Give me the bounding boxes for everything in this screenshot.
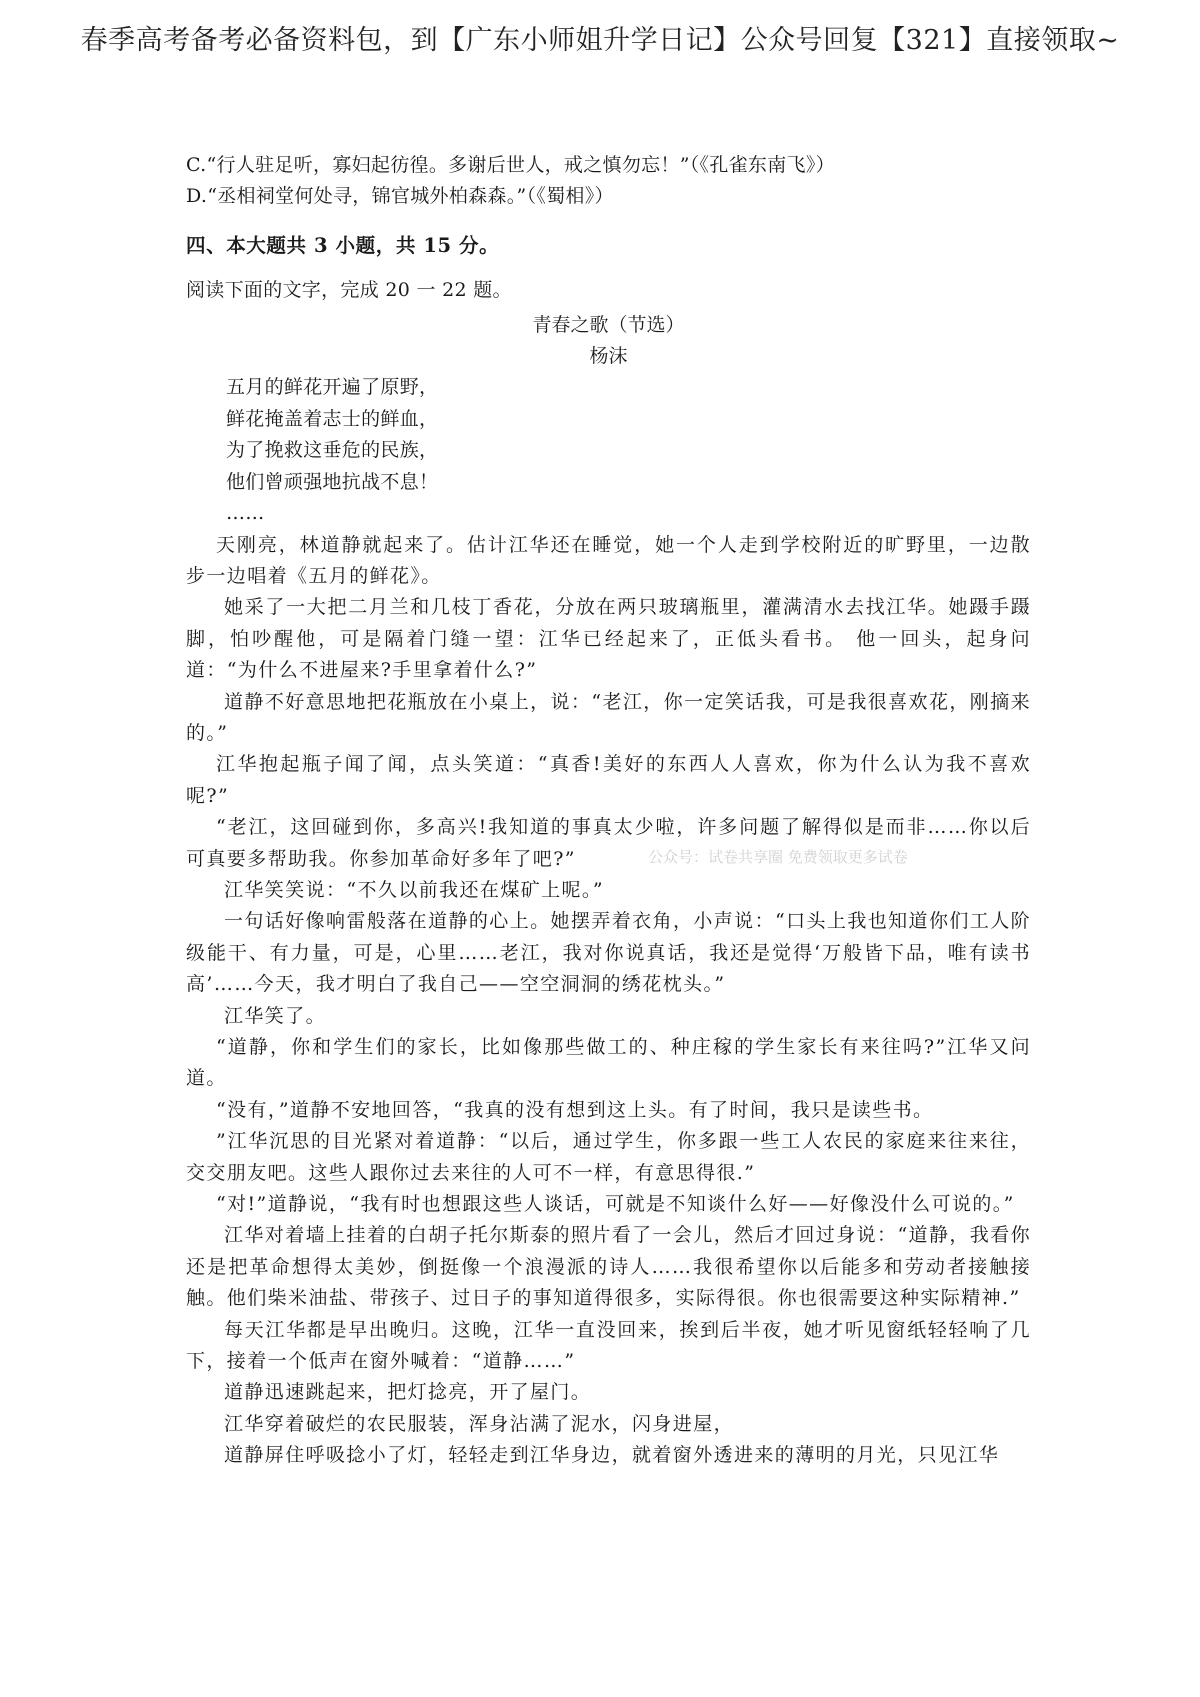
passage-paragraph: 江华穿着破烂的农民服装，浑身沾满了泥水，闪身进屋， [224, 1412, 735, 1435]
watermark-text: 公众号：试卷共享圈 免费领取更多试卷 [648, 848, 908, 866]
option-c: C.“行人驻足听，寡妇起彷徨。多谢后世人，戒之慎勿忘！”（《孔雀东南飞》） [186, 154, 835, 176]
passage-paragraph: 天刚亮，林道静就起来了。估计江华还在睡觉，她一个人走到学校附近的旷野里，一边散步一边唱着《五月的鲜花》。 [186, 533, 1031, 587]
passage-paragraph: 道静不好意思地把花瓶放在小桌上，说：“老江，你一定笑话我，可是我很喜欢花，刚摘来的。” [186, 690, 1031, 744]
passage-body [186, 530, 1031, 1472]
passage-paragraph: “道静，你和学生们的家长，比如像那些做工的、种庄稼的学生家长有来往吗?”江华又问道。 [186, 1036, 1031, 1090]
passage-paragraph: 每天江华都是早出晚归。这晚，江华一直没回来，挨到后半夜，她才听见窗纸轻轻响了几下，接着一个低声在窗外喊着：“道静……” [186, 1318, 1031, 1373]
promo-banner: 春季高考备考必备资料包，到【广东小师姐升学日记】公众号回复【321】直接领取~ [80, 25, 1120, 56]
poem-line: 他们曾顽强地抗战不息！ [226, 470, 439, 493]
passage-paragraph: ”江华沉思的目光紧对着道静：“以后，通过学生，你多跟一些工人农民的家庭来往来往，交交朋友吧。这些人跟你过去来往的人可不一样，有意思得很.” [186, 1130, 1031, 1184]
passage-paragraph: “没有，”道静不安地回答，“我真的没有想到这上头。有了时间，我只是读些书。 [216, 1098, 934, 1121]
passage-paragraph: 江华抱起瓶子闻了闻，点头笑道：“真香!美好的东西人人喜欢，你为什么认为我不喜欢呢?” [186, 753, 1031, 807]
passage-paragraph: 江华笑了。 [224, 1004, 327, 1027]
section-instruction: 阅读下面的文字，完成 20 一 22 题。 [186, 279, 512, 301]
passage-paragraph: 道静迅速跳起来，把灯捻亮，开了屋门。 [224, 1381, 592, 1404]
passage-paragraph: 江华对着墙上挂着的白胡子托尔斯泰的照片看了一会儿，然后才回过身说：“道静，我看你还是把革命想得太美妙，倒挺像一个浪漫派的诗人……我很希望你以后能多和劳动者接触接触。他们柴米油盐、带孩子、过日子的事知道得很多，实际得很。你也很需要这种实际精神.” [186, 1224, 1031, 1310]
passage-paragraph: “老江，这回碰到你，多高兴!我知道的事真太少啦，许多问题了解得似是而非……你以后可真要多帮助我。你参加革命好多年了吧?” [186, 816, 1031, 870]
passage-paragraph: 江华笑笑说：“不久以前我还在煤矿上呢。” [224, 878, 604, 901]
poem-line: 五月的鲜花开遍了原野， [226, 376, 439, 398]
poem-line: 为了挽救这垂危的民族， [226, 439, 439, 461]
poem-body [186, 372, 1031, 530]
section-heading: 四、本大题共 3 小题，共 15 分。 [186, 234, 500, 257]
passage-paragraph: 她采了一大把二月兰和几枝丁香花，分放在两只玻璃瓶里，灌满清水去找江华。她蹑手蹑脚，怕吵醒他，可是隔着门缝一望：江华已经起来了，正低头看书。 他一回头，起身问道：“为什么不进屋来?手里拿着什么?” [186, 596, 1031, 682]
poem-line: 鲜花掩盖着志士的鲜血， [226, 407, 439, 430]
poem-author: 杨沫 [589, 345, 628, 367]
poem-ellipsis: …… [226, 502, 265, 524]
option-d: D.“丞相祠堂何处寻，锦官城外柏森森。”（《蜀相》） [186, 185, 614, 207]
passage-paragraph: 一句话好像响雷般落在道静的心上。她摆弄着衣角，小声说：“口头上我也知道你们工人阶级能干、有力量，可是，心里……老江，我对你说真话，我还是觉得‘万般皆下品，唯有读书高’……今天，我才明白了我自己——空空洞洞的绣花枕头。” [186, 910, 1031, 996]
poem-title: 青春之歌（节选） [532, 314, 685, 336]
passage-paragraph: “对!”道静说，“我有时也想跟这些人谈话，可就是不知谈什么好——好像没什么可说的。” [216, 1193, 1015, 1216]
exam-content [186, 150, 1031, 1472]
passage-paragraph: 道静屏住呼吸捻小了灯，轻轻走到江华身边，就着窗外透进来的薄明的月光，只见江华 [224, 1444, 1000, 1467]
